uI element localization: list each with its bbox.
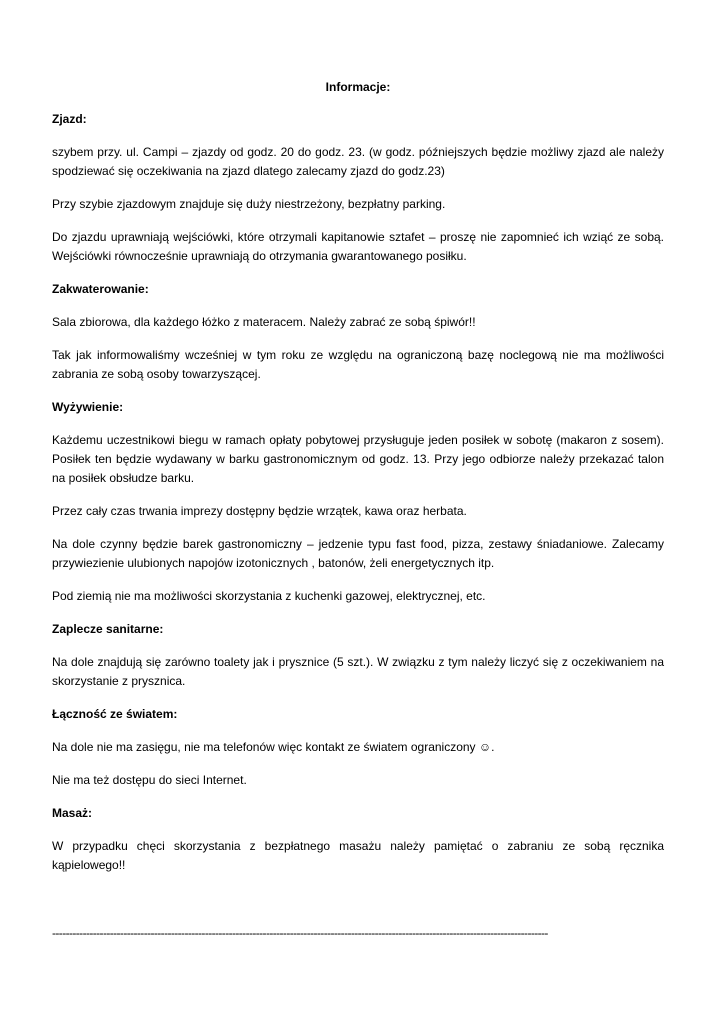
paragraph: Każdemu uczestnikowi biegu w ramach opłaty pobytowej przysługuje jeden posiłek w sobotę (makaron z sosem). Posiłek ten będzie wydawany w barku gastronomicznym od godz. 13. Przy jego odbiorze należy przekazać talon na posiłek obsłudze barku.: [52, 433, 664, 485]
section-heading-zaplecze-sanitarne: Zaplecze sanitarne:: [52, 622, 164, 636]
paragraph: W przypadku chęci skorzystania z bezpłatnego masażu należy pamiętać o zabraniu ze sobą ręcznika kąpielowego!!: [52, 839, 664, 872]
section-heading-zjazd: Zjazd:: [52, 112, 87, 126]
paragraph: Na dole czynny będzie barek gastronomiczny – jedzenie typu fast food, pizza, zestawy śniadaniowe. Zalecamy przywiezienie ulubionych napojów izotonicznych , batonów, żeli energetycznych itp.: [52, 537, 664, 570]
page-title: Informacje:: [325, 80, 391, 94]
section-heading-zakwaterowanie: Zakwaterowanie:: [52, 282, 149, 296]
section-heading-lacznosc: Łączność ze światem:: [52, 707, 178, 721]
dashed-separator: --------------------------------------------------------------------------------------------------------------------------------------------------: [52, 926, 548, 940]
paragraph: Na dole znajdują się zarówno toalety jak i prysznice (5 szt.). W związku z tym należy liczyć się z oczekiwaniem na skorzystanie z prysznica.: [52, 655, 664, 688]
paragraph: Pod ziemią nie ma możliwości skorzystania z kuchenki gazowej, elektrycznej, etc.: [52, 589, 486, 603]
paragraph: Sala zbiorowa, dla każdego łóżko z materacem. Należy zabrać ze sobą śpiwór!!: [52, 315, 476, 329]
section-heading-masaz: Masaż:: [52, 806, 93, 820]
paragraph: Nie ma też dostępu do sieci Internet.: [52, 773, 247, 787]
paragraph: Przy szybie zjazdowym znajduje się duży niestrzeżony, bezpłatny parking.: [52, 197, 446, 211]
paragraph: Na dole nie ma zasięgu, nie ma telefonów więc kontakt ze światem ograniczony ☺.: [52, 740, 495, 754]
paragraph: Przez cały czas trwania imprezy dostępny będzie wrzątek, kawa oraz herbata.: [52, 504, 467, 518]
paragraph: szybem przy. ul. Campi – zjazdy od godz. 20 do godz. 23. (w godz. późniejszych będzie możliwy zjazd ale należy spodziewać się oczekiwania na zjazd dlatego zalecamy zjazd do godz.23): [52, 145, 664, 178]
paragraph: Tak jak informowaliśmy wcześniej w tym roku ze względu na ograniczoną bazę noclegową nie ma możliwości zabrania ze sobą osoby towarzyszącej.: [52, 348, 664, 381]
document-body: [52, 78, 664, 889]
paragraph: Do zjazdu uprawniają wejściówki, które otrzymali kapitanowie sztafet – proszę nie zapomnieć ich wziąć ze sobą. Wejściówki równocześnie uprawniają do otrzymania gwarantowanego posiłku.: [52, 230, 664, 263]
section-heading-wyzywienie: Wyżywienie:: [52, 400, 124, 414]
